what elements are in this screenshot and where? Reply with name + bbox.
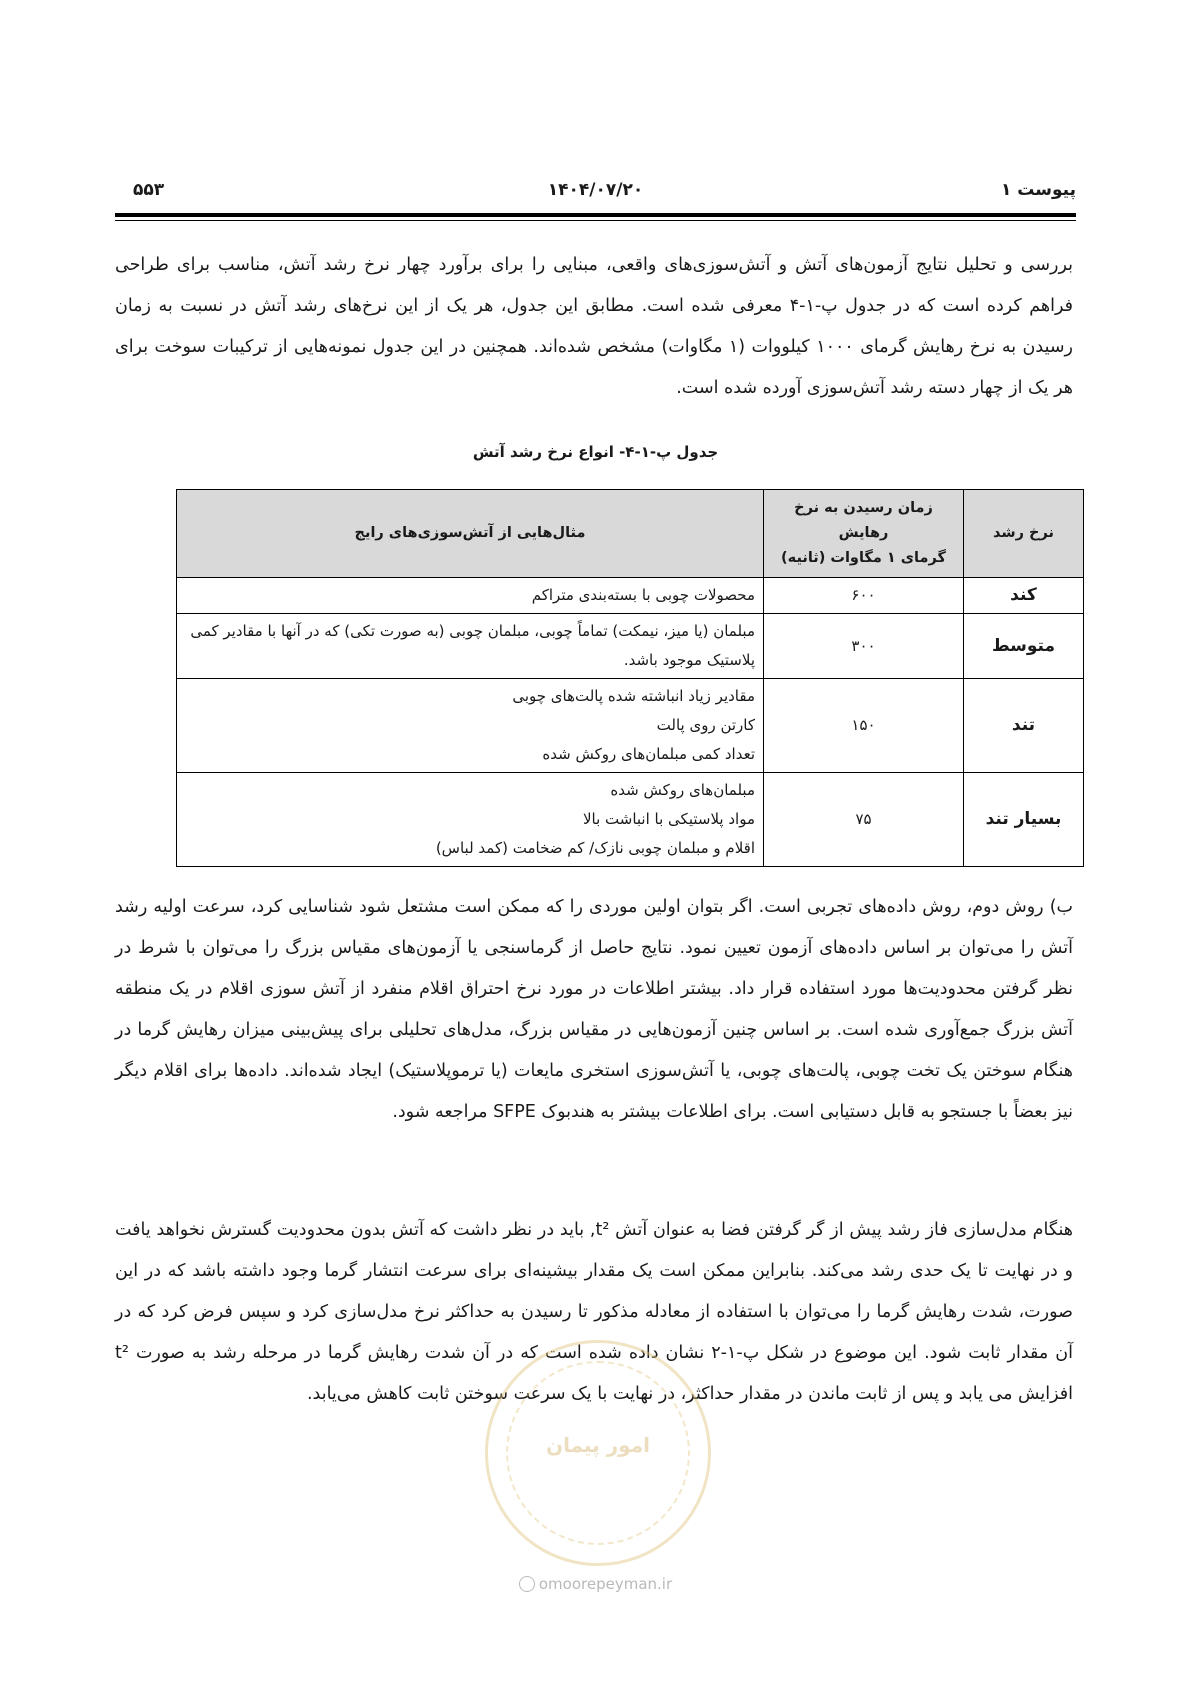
header-rate: نرخ رشد [964, 490, 1084, 578]
header-time-line1: زمان رسیدن به نرخ رهایش [794, 500, 933, 541]
table-header-row [177, 490, 1084, 578]
header-rule-thick [115, 213, 1076, 217]
example-line: کارتن روی پالت [656, 716, 755, 734]
site-watermark [0, 1575, 1191, 1593]
rate-cell: متوسط [964, 614, 1084, 679]
page-header [115, 176, 1076, 206]
time-cell: ۶۰۰ [764, 578, 964, 614]
header-date: ۱۴۰۴/۰۷/۲۰ [547, 180, 644, 200]
at-icon [519, 1576, 535, 1592]
fire-growth-rate-table [176, 489, 1084, 867]
time-cell: ۷۵ [764, 773, 964, 867]
examples-cell [177, 614, 764, 679]
table-row [177, 773, 1084, 867]
header-examples: مثال‌هایی از آتش‌سوزی‌های رایج [177, 490, 764, 578]
example-line: محصولات چوبی با بسته‌بندی متراکم [531, 586, 755, 604]
example-line: مبلمان‌های روکش شده [610, 781, 755, 799]
examples-cell [177, 679, 764, 773]
modeling-paragraph: هنگام مدل‌سازی فاز رشد پیش از گر گرفتن فضا به عنوان آتش t², باید در نظر داشت که آتش بدون محدودیت گسترش نخواهد یافت و در نهایت تا یک حدی رشد می‌کند. بنابراین ممکن است یک مقدار بیشینه‌ای برای سرعت انتشار گرما وجود داشته باشد که در این صورت، شدت رهایش گرما را می‌توان با استفاده از معادله مذکور تا رسیدن به حداکثر نرخ مدل‌سازی کرد و سپس فرض کرد که در آن مقدار ثابت شود. این موضوع در شکل پ-۱-۲ نشان داده شده است که در آن شدت رهایش گرما در مرحله رشد به صورت t² افزایش می یابد و پس از ثابت ماندن در مقدار حداکثر، در نهایت با یک سرعت سوختن ثابت کاهش می‌یابد. [115, 1220, 1074, 1404]
header-time-line2: گرمای ۱ مگاوات (ثانیه) [781, 550, 946, 566]
experimental-data-paragraph: ب) روش دوم، روش داده‌های تجربی است. اگر بتوان اولین موردی را که ممکن است مشتعل شود شناسایی کرد، سرعت اولیه رشد آتش را می‌توان بر اساس داده‌های آزمون تعیین نمود. نتایج حاصل از گرماسنجی یا آزمون‌های مقیاس بزرگ را می‌توان با شرط در نظر گرفتن محدودیت‌ها مورد استفاده قرار داد. بیشتر اطلاعات در مورد نرخ احتراق اقلام منفرد از آتش سوزی اقلام در یک منطقه آتش بزرگ جمع‌آوری شده است. بر اساس چنین آزمون‌هایی در مقیاس بزرگ، مدل‌های تحلیلی برای پیش‌بینی میزان رهایش گرما در هنگام سوختن یک تخت چوبی، پالت‌های چوبی، یا آتش‌سوزی استخری مایعات (یا ترموپلاستیک) ایجاد شده‌اند. داده‌ها برای اقلام دیگر نیز بعضاً با جستجو به قابل دستیابی است. برای اطلاعات بیشتر به هندبوک SFPE مراجعه شود. [115, 897, 1073, 1122]
time-cell: ۳۰۰ [764, 614, 964, 679]
watermark-text: omoorepeyman.ir [538, 1575, 673, 1593]
table-row [177, 614, 1084, 679]
example-line: مقادیر زیاد انباشته شده پالت‌های چوبی [512, 687, 755, 705]
example-line: مبلمان (یا میز، نیمکت) تماماً چوبی، مبلمان چوبی (به صورت تکی) که در آنها با مقادیر کمی پلاستیک موجود باشد. [190, 622, 755, 669]
header-section-title: پیوست ۱ [1000, 180, 1076, 200]
rate-cell: بسیار تند [964, 773, 1084, 867]
table-row [177, 578, 1084, 614]
example-line: تعداد کمی مبلمان‌های روکش شده [542, 745, 755, 763]
rate-cell: کند [964, 578, 1084, 614]
header-rule-thin [115, 220, 1076, 221]
seal-watermark [485, 1340, 711, 1566]
table-row [177, 679, 1084, 773]
table-caption: جدول پ-۱-۴- انواع نرخ رشد آتش [472, 443, 719, 461]
example-line: اقلام و مبلمان چوبی نازک/ کم ضخامت (کمد لباس) [435, 839, 755, 857]
time-cell: ۱۵۰ [764, 679, 964, 773]
header-page-number: ۵۵۳ [133, 180, 165, 200]
rate-cell: تند [964, 679, 1084, 773]
examples-cell [177, 773, 764, 867]
examples-cell [177, 578, 764, 614]
seal-text: امور پیمان [546, 1433, 650, 1457]
intro-paragraph: بررسی و تحلیل نتایج آزمون‌های آتش و آتش‌سوزی‌های واقعی، مبنایی را برای برآورد چهار نرخ رشد آتش، مناسب برای طراحی فراهم کرده است که در جدول پ-۱-۴ معرفی شده است. مطابق این جدول، هر یک از این نرخ‌های رشد آتش در نسبت به زمان رسیدن به نرخ رهایش گرمای ۱۰۰۰ کیلووات (۱ مگاوات) مشخص شده‌اند. همچنین در این جدول نمونه‌هایی از ترکیبات سوخت برای هر یک از چهار دسته رشد آتش‌سوزی آورده شده است. [115, 255, 1073, 398]
example-line: مواد پلاستیکی با انباشت بالا [582, 810, 755, 828]
header-time [764, 490, 964, 578]
